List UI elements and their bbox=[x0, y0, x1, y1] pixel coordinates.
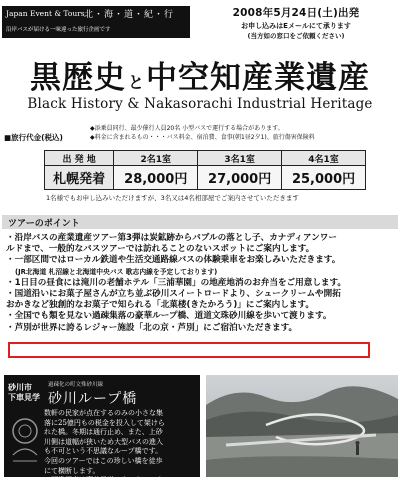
tour-point-item: ・芦別が世界に誇るレジャー施設「北の京・芦別」にご宿泊いただきます。 bbox=[6, 322, 298, 333]
price-table-header bbox=[45, 151, 366, 166]
title-part2: 中空知産業遺産 bbox=[146, 60, 370, 96]
header-cell: 出 発 地 bbox=[45, 151, 114, 166]
price-cell: 27,000円 bbox=[198, 166, 282, 190]
tour-points-bar bbox=[2, 215, 398, 229]
note-line: ◆料金に含まれるもの・・・バス料金、宿泊費、食事(朝1昼2夕1)、旅行傷害保険料 bbox=[90, 134, 315, 141]
note-line: ◆添乗員同行、最少催行人員20名 小型バスで運行する場合があります。 bbox=[90, 125, 284, 132]
page-title bbox=[0, 52, 400, 96]
origin-cell: 札幌発着 bbox=[45, 166, 114, 190]
title-part1: 黒歴史 bbox=[29, 60, 126, 96]
deadline-note: (当方如の窓口をご依頼ください) bbox=[247, 32, 345, 40]
apply-note: お申し込みはEメールにて承ります bbox=[241, 22, 351, 30]
tour-point-item: ・国道沿いにお菓子屋さんが立ち並ぶ砂川スイートロードより、シュークリームや開拓 bbox=[6, 289, 341, 300]
header-cell: 4名1室 bbox=[282, 151, 366, 166]
tour-points-heading: ツアーのポイント bbox=[8, 219, 80, 229]
brand-subline: 沿岸バスが届ける一味違った旅行企画です bbox=[6, 27, 111, 33]
description-line: にて横断します。 bbox=[44, 466, 100, 475]
bridge-caption: 過疎化の町文殊砂川線 bbox=[48, 382, 104, 388]
tour-point-item: (JR北海道 札沼線と北海道中央バス 歌志内線を予定しております) bbox=[15, 267, 218, 276]
departure-info bbox=[196, 5, 396, 40]
english-subtitle: Black History & Nakasorachi Industrial Heritage bbox=[27, 96, 373, 112]
card-location bbox=[8, 383, 40, 403]
tour-point-item: ・一部区間ではローカル鉄道や生活交通路線バスの体験乗車をお楽しみいただきます。 bbox=[6, 255, 341, 266]
description-line: れた橋。冬期は通行止め、また、上砂 bbox=[44, 428, 163, 437]
bridge-description bbox=[44, 409, 198, 486]
tour-point-item: ルドまで、一般的なバスツアーでは訪れることのないスポットにご案内します。 bbox=[6, 244, 315, 255]
description-line: 落に25億円もの税金を投入して架けら bbox=[44, 418, 165, 427]
bridge-emblem-icon bbox=[9, 415, 41, 467]
departure-date: 2008年5月24日(土)出発 bbox=[232, 7, 360, 19]
bridge-card bbox=[4, 375, 200, 485]
price-table bbox=[44, 150, 366, 190]
brand-banner bbox=[2, 6, 190, 38]
location-line: 下車見学 bbox=[8, 393, 40, 402]
table-row bbox=[45, 166, 366, 190]
highlight-box bbox=[8, 342, 370, 358]
description-line: 今回のツアーではこの珍しい橋を徒歩 bbox=[44, 456, 163, 465]
tour-points-list bbox=[6, 233, 396, 334]
tour-point-item: おかきなど独創的なお菓子で知られる「北菓楼(きたかろう)」にご案内します。 bbox=[6, 300, 314, 311]
header-cell: 3名1室 bbox=[198, 151, 282, 166]
price-cell: 28,000円 bbox=[114, 166, 198, 190]
price-notes bbox=[90, 124, 315, 142]
title-conjunction: と bbox=[127, 73, 144, 92]
header-cell: 2名1室 bbox=[114, 151, 198, 166]
location-line: 砂川市 bbox=[8, 383, 32, 392]
price-cell: 25,000円 bbox=[282, 166, 366, 190]
description-line: 数軒の民家が点在するのみの小さな集 bbox=[44, 409, 163, 417]
description-line: ※画像写真は事前見学によるものです。 bbox=[44, 476, 170, 485]
tour-point-item: ・全国でも類を見ない過疎集落の豪華ループ橋、道道文珠砂川線を歩いて渡ります。 bbox=[6, 311, 332, 322]
loop-bridge-photo bbox=[206, 375, 398, 477]
tour-point-item: ・1日目の昼食には滝川の老舗ホテル「三浦華園」の地産地消のお弁当をご用意します。 bbox=[6, 277, 347, 288]
brand-name: Japan Event & Tours bbox=[6, 9, 85, 18]
description-line: も不可という不思議なループ橋です。 bbox=[44, 447, 163, 456]
table-footnote: 1名様でもお申し込みいただけますが、3名又は4名相部屋でご案内させていただきます bbox=[46, 194, 299, 202]
bridge-name: 砂川ループ橋 bbox=[48, 391, 138, 407]
brand-kanji: 北・海・道・紀・行 bbox=[84, 10, 175, 20]
description-line: 川側は道幅が狭いため大型バスの進入 bbox=[44, 437, 163, 446]
price-heading: ■旅行代金(税込) bbox=[4, 133, 63, 142]
tour-point-item: ・沿岸バスの産業遺産ツアー第3弾は炭鉱跡からバブルの落とし子、カナディアンワー bbox=[6, 233, 337, 243]
